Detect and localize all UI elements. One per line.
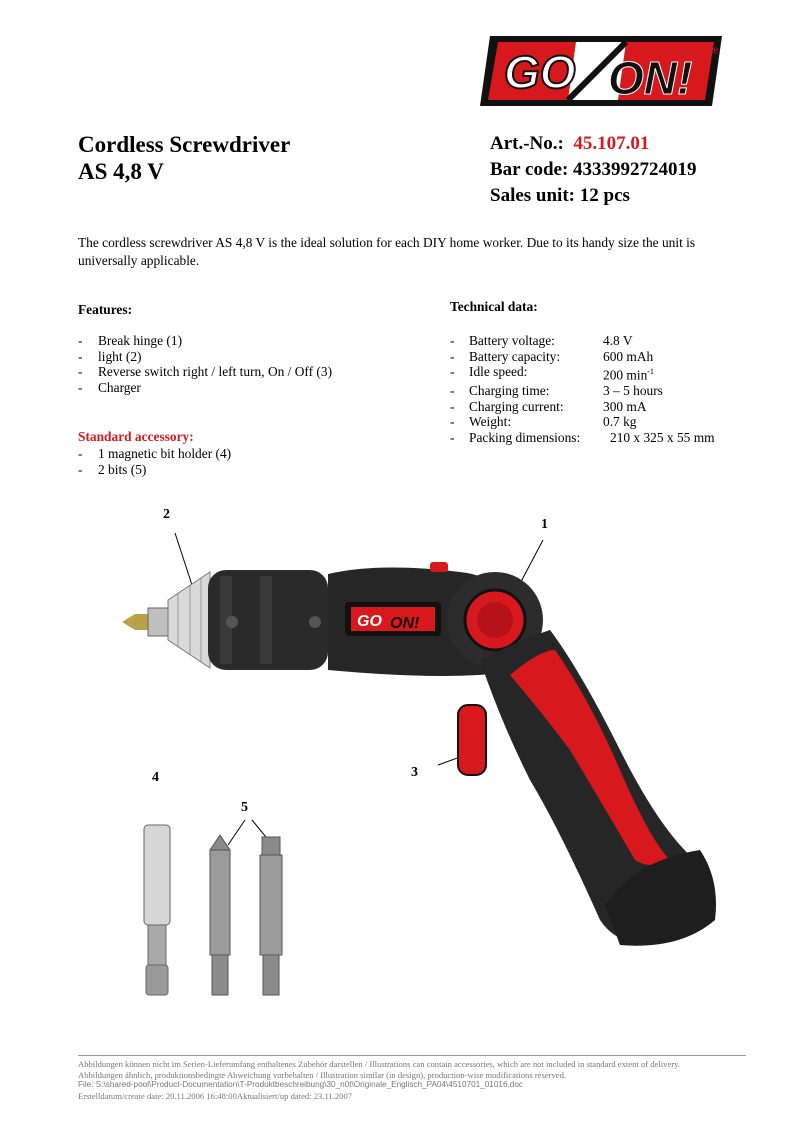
svg-text:GO: GO (357, 613, 382, 630)
accessory-heading: Standard accessory: (78, 429, 194, 444)
accessory-section (78, 429, 418, 477)
logo-registered: ® (712, 46, 719, 56)
table-row: - Idle speed: 200 $\min^{-1}$ (450, 364, 654, 383)
features-heading: Features: (78, 302, 133, 317)
brand-logo (476, 30, 726, 112)
table-row: - Battery capacity: 600 mAh (450, 348, 654, 364)
callout-1: 1 (541, 517, 548, 532)
art-no-label: Art.-No.: (490, 133, 564, 154)
table-row: - Charging time: 3 – 5 hours (450, 383, 663, 399)
slotted-bit-icon (260, 837, 282, 995)
sales-unit-value: 12 pcs (579, 185, 630, 206)
title-line-1: Cordless Screwdriver (78, 132, 291, 157)
list-item: - Break hinge (1) (78, 333, 418, 349)
article-info (490, 131, 697, 209)
magnetic-bit-holder-icon (144, 825, 170, 995)
list-item: - light (2) (78, 349, 418, 365)
screwdriver-bit-tip-icon (122, 608, 168, 636)
barcode-label: Bar code: (490, 159, 569, 180)
art-no-value: 45.107.01 (573, 133, 650, 154)
features-list (78, 333, 418, 395)
table-row: - Packing dimensions: 210 x 325 x 55 mm (450, 430, 715, 446)
footer-line-2: Abbildungen ähnlich, produktionsbedingte Abweichung vorbehalten / Illustration similar (in design), production-wise modifications reserved. (78, 1069, 567, 1080)
product-title (78, 131, 290, 185)
footer-dates: Erstelldatum/create date: 20.11.2006 16:48:00Aktualisiert/up dated: 23.11.2007 (78, 1090, 353, 1101)
logo-text-on: ON! (608, 52, 693, 104)
list-item: - Reverse switch right / left turn, On / Off (3) (78, 364, 418, 380)
logo-text-go: GO (504, 46, 576, 98)
technical-table (450, 333, 715, 446)
footer (78, 1055, 746, 1101)
footer-file-path: File: S:\shared-pool\Product-Documentation\T-Produktbeschreibung\30_n0t\Originale_Englisch_PA04\4510701_01016.doc (78, 1080, 523, 1090)
list-item: - 2 bits (5) (78, 462, 418, 478)
list-item: - 1 magnetic bit holder (4) (78, 446, 418, 462)
light-ring-icon (168, 572, 210, 668)
technical-section (450, 299, 750, 446)
list-item: - Charger (78, 380, 418, 396)
title-line-2: AS 4,8 V (78, 159, 164, 184)
svg-text:ON!: ON! (390, 615, 420, 632)
technical-heading: Technical data: (450, 299, 538, 314)
accessory-list (78, 446, 418, 477)
intro-text: The cordless screwdriver AS 4,8 V is the ideal solution for each DIY home worker. Due to its handy size the unit is universally applicable. (78, 235, 696, 268)
phillips-bit-icon (210, 835, 230, 995)
footer-line-1: Abbildungen können nicht im Serien-Lieferumfang enthaltenes Zubehör darstellen / Illustrations can contain accessories, which are not included in standard extent of delivery. (78, 1059, 681, 1069)
callout-3: 3 (411, 765, 418, 780)
product-illustration (60, 500, 760, 1020)
features-section (78, 302, 418, 395)
table-row: - Weight: 0.7 kg (450, 414, 637, 430)
barcode-value: 4333992724019 (573, 159, 697, 180)
callout-4: 4 (152, 770, 159, 785)
sales-unit-label: Sales unit: (490, 185, 575, 206)
callout-2: 2 (163, 507, 170, 522)
reverse-switch-icon (458, 705, 486, 775)
table-row: - Charging current: 300 mA (450, 398, 647, 414)
callout-5: 5 (241, 800, 248, 815)
table-row: - Battery voltage: 4.8 V (450, 333, 633, 348)
